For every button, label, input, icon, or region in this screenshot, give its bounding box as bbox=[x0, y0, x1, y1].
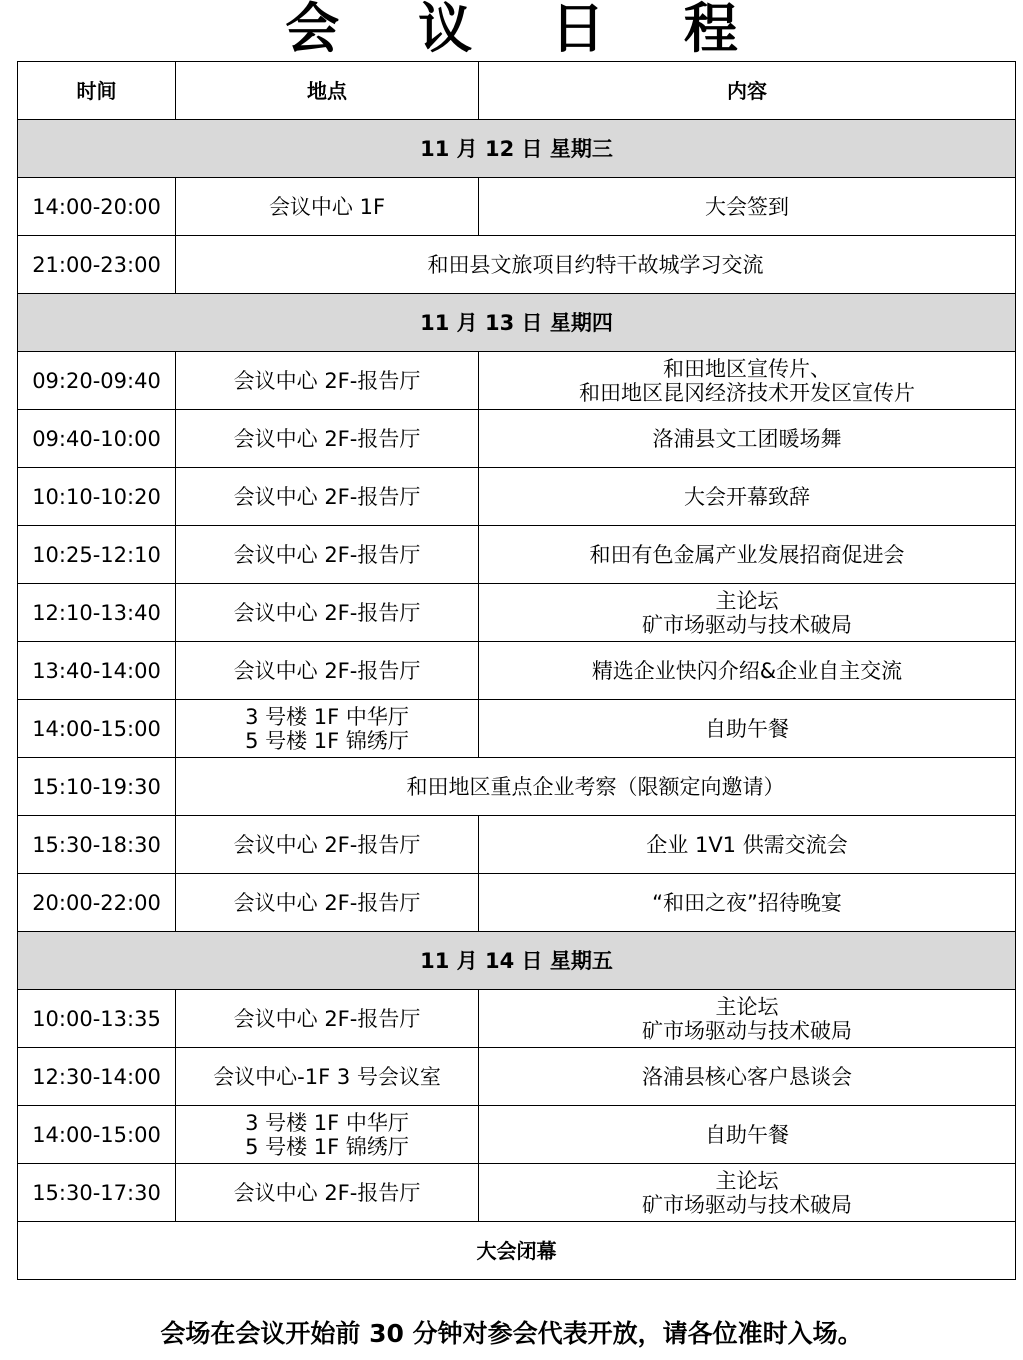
table-row bbox=[18, 410, 1016, 468]
content-line: 精选企业快闪介绍&企业自主交流 bbox=[591, 658, 903, 683]
location-cell bbox=[176, 816, 479, 874]
location-cell bbox=[176, 352, 479, 410]
content-line: 大会开幕致辞 bbox=[684, 484, 810, 509]
content-line: “和田之夜”招待晚宴 bbox=[652, 890, 842, 915]
location-line: 会议中心 2F-报告厅 bbox=[233, 600, 421, 625]
merged-event-line: 和田县文旅项目约特干故城学习交流 bbox=[427, 252, 764, 277]
location-cell bbox=[176, 410, 479, 468]
content-cell bbox=[479, 642, 1016, 700]
content-line: 和田地区昆冈经济技术开发区宣传片 bbox=[579, 380, 915, 405]
schedule-table bbox=[17, 61, 1016, 1280]
content-cell bbox=[479, 700, 1016, 758]
location-line: 会议中心 2F-报告厅 bbox=[233, 542, 421, 567]
table-row bbox=[18, 352, 1016, 410]
content-cell bbox=[479, 178, 1016, 236]
table-row bbox=[18, 584, 1016, 642]
content-line: 矿市场驱动与技术破局 bbox=[642, 1018, 852, 1043]
table-row bbox=[18, 526, 1016, 584]
location-cell bbox=[176, 700, 479, 758]
table-row bbox=[18, 990, 1016, 1048]
header-row bbox=[18, 62, 1016, 120]
content-cell bbox=[479, 874, 1016, 932]
location-cell bbox=[176, 584, 479, 642]
page-title: 会 议 日 程 bbox=[285, 0, 768, 60]
header-time: 时间 bbox=[18, 62, 176, 120]
table-row bbox=[18, 1164, 1016, 1222]
time-cell: 12:30-14:00 bbox=[18, 1048, 176, 1106]
table-row bbox=[18, 1106, 1016, 1164]
content-line: 和田有色金属产业发展招商促进会 bbox=[589, 542, 905, 567]
time-cell: 14:00-20:00 bbox=[18, 178, 176, 236]
day-header-row bbox=[18, 932, 1016, 990]
location-line: 会议中心 2F-报告厅 bbox=[233, 484, 421, 509]
location-line: 会议中心 1F bbox=[268, 194, 386, 219]
time-cell: 09:40-10:00 bbox=[18, 410, 176, 468]
table-row bbox=[18, 874, 1016, 932]
header-location: 地点 bbox=[176, 62, 479, 120]
time-cell: 10:10-10:20 bbox=[18, 468, 176, 526]
table-row bbox=[18, 816, 1016, 874]
table-row bbox=[18, 468, 1016, 526]
time-cell: 15:30-17:30 bbox=[18, 1164, 176, 1222]
time-cell: 12:10-13:40 bbox=[18, 584, 176, 642]
location-cell bbox=[176, 1106, 479, 1164]
merged-event-cell bbox=[176, 236, 1016, 294]
time-cell: 13:40-14:00 bbox=[18, 642, 176, 700]
content-line: 大会签到 bbox=[705, 194, 789, 219]
table-row bbox=[18, 178, 1016, 236]
location-cell bbox=[176, 874, 479, 932]
location-cell bbox=[176, 468, 479, 526]
content-line: 主论坛 bbox=[715, 994, 779, 1019]
location-line: 会议中心 2F-报告厅 bbox=[233, 832, 421, 857]
time-cell: 10:25-12:10 bbox=[18, 526, 176, 584]
day-header-row bbox=[18, 294, 1016, 352]
content-line: 洛浦县核心客户恳谈会 bbox=[642, 1064, 852, 1089]
content-cell bbox=[479, 352, 1016, 410]
content-cell bbox=[479, 1106, 1016, 1164]
content-line: 主论坛 bbox=[715, 1168, 779, 1193]
time-cell: 09:20-09:40 bbox=[18, 352, 176, 410]
time-cell: 20:00-22:00 bbox=[18, 874, 176, 932]
day-label: 11 月 13 日 星期四 bbox=[18, 294, 1016, 352]
header-content: 内容 bbox=[479, 62, 1016, 120]
location-cell bbox=[176, 178, 479, 236]
content-line: 主论坛 bbox=[715, 588, 779, 613]
time-cell: 10:00-13:35 bbox=[18, 990, 176, 1048]
time-cell: 14:00-15:00 bbox=[18, 1106, 176, 1164]
location-line: 3 号楼 1F 中华厅 bbox=[245, 1110, 409, 1135]
table-row bbox=[18, 236, 1016, 294]
content-cell bbox=[479, 1048, 1016, 1106]
location-cell bbox=[176, 526, 479, 584]
location-cell bbox=[176, 1048, 479, 1106]
content-cell bbox=[479, 816, 1016, 874]
location-line: 5 号楼 1F 锦绣厅 bbox=[245, 728, 409, 753]
day-header-row bbox=[18, 120, 1016, 178]
table-row bbox=[18, 1048, 1016, 1106]
location-line: 会议中心 2F-报告厅 bbox=[233, 368, 421, 393]
content-line: 自助午餐 bbox=[705, 716, 789, 741]
content-line: 矿市场驱动与技术破局 bbox=[642, 612, 852, 637]
content-cell bbox=[479, 468, 1016, 526]
location-line: 会议中心 2F-报告厅 bbox=[233, 658, 421, 683]
content-cell bbox=[479, 990, 1016, 1048]
location-cell bbox=[176, 1164, 479, 1222]
table-row bbox=[18, 758, 1016, 816]
location-line: 5 号楼 1F 锦绣厅 bbox=[245, 1134, 409, 1159]
time-cell: 21:00-23:00 bbox=[18, 236, 176, 294]
location-line: 会议中心-1F 3 号会议室 bbox=[213, 1064, 441, 1089]
time-cell: 14:00-15:00 bbox=[18, 700, 176, 758]
content-line: 洛浦县文工团暖场舞 bbox=[652, 426, 842, 451]
content-cell bbox=[479, 410, 1016, 468]
merged-event-line: 和田地区重点企业考察（限额定向邀请） bbox=[406, 774, 785, 799]
content-line: 企业 1V1 供需交流会 bbox=[646, 832, 848, 857]
table-row bbox=[18, 642, 1016, 700]
location-line: 会议中心 2F-报告厅 bbox=[233, 1006, 421, 1031]
time-cell: 15:10-19:30 bbox=[18, 758, 176, 816]
location-line: 3 号楼 1F 中华厅 bbox=[245, 704, 409, 729]
content-cell bbox=[479, 526, 1016, 584]
merged-event-cell bbox=[176, 758, 1016, 816]
location-line: 会议中心 2F-报告厅 bbox=[233, 426, 421, 451]
content-cell bbox=[479, 584, 1016, 642]
content-line: 自助午餐 bbox=[705, 1122, 789, 1147]
location-line: 会议中心 2F-报告厅 bbox=[233, 1180, 421, 1205]
table-row bbox=[18, 700, 1016, 758]
schedule-body bbox=[18, 120, 1016, 1280]
closing-label: 大会闭幕 bbox=[18, 1222, 1016, 1280]
footer-note: 会场在会议开始前 30 分钟对参会代表开放，请各位准时入场。 bbox=[160, 1319, 863, 1348]
day-label: 11 月 14 日 星期五 bbox=[18, 932, 1016, 990]
location-cell bbox=[176, 642, 479, 700]
content-cell bbox=[479, 1164, 1016, 1222]
location-line: 会议中心 2F-报告厅 bbox=[233, 890, 421, 915]
time-cell: 15:30-18:30 bbox=[18, 816, 176, 874]
day-label: 11 月 12 日 星期三 bbox=[18, 120, 1016, 178]
closing-row bbox=[18, 1222, 1016, 1280]
location-cell bbox=[176, 990, 479, 1048]
content-line: 和田地区宣传片、 bbox=[663, 356, 831, 381]
content-line: 矿市场驱动与技术破局 bbox=[642, 1192, 852, 1217]
